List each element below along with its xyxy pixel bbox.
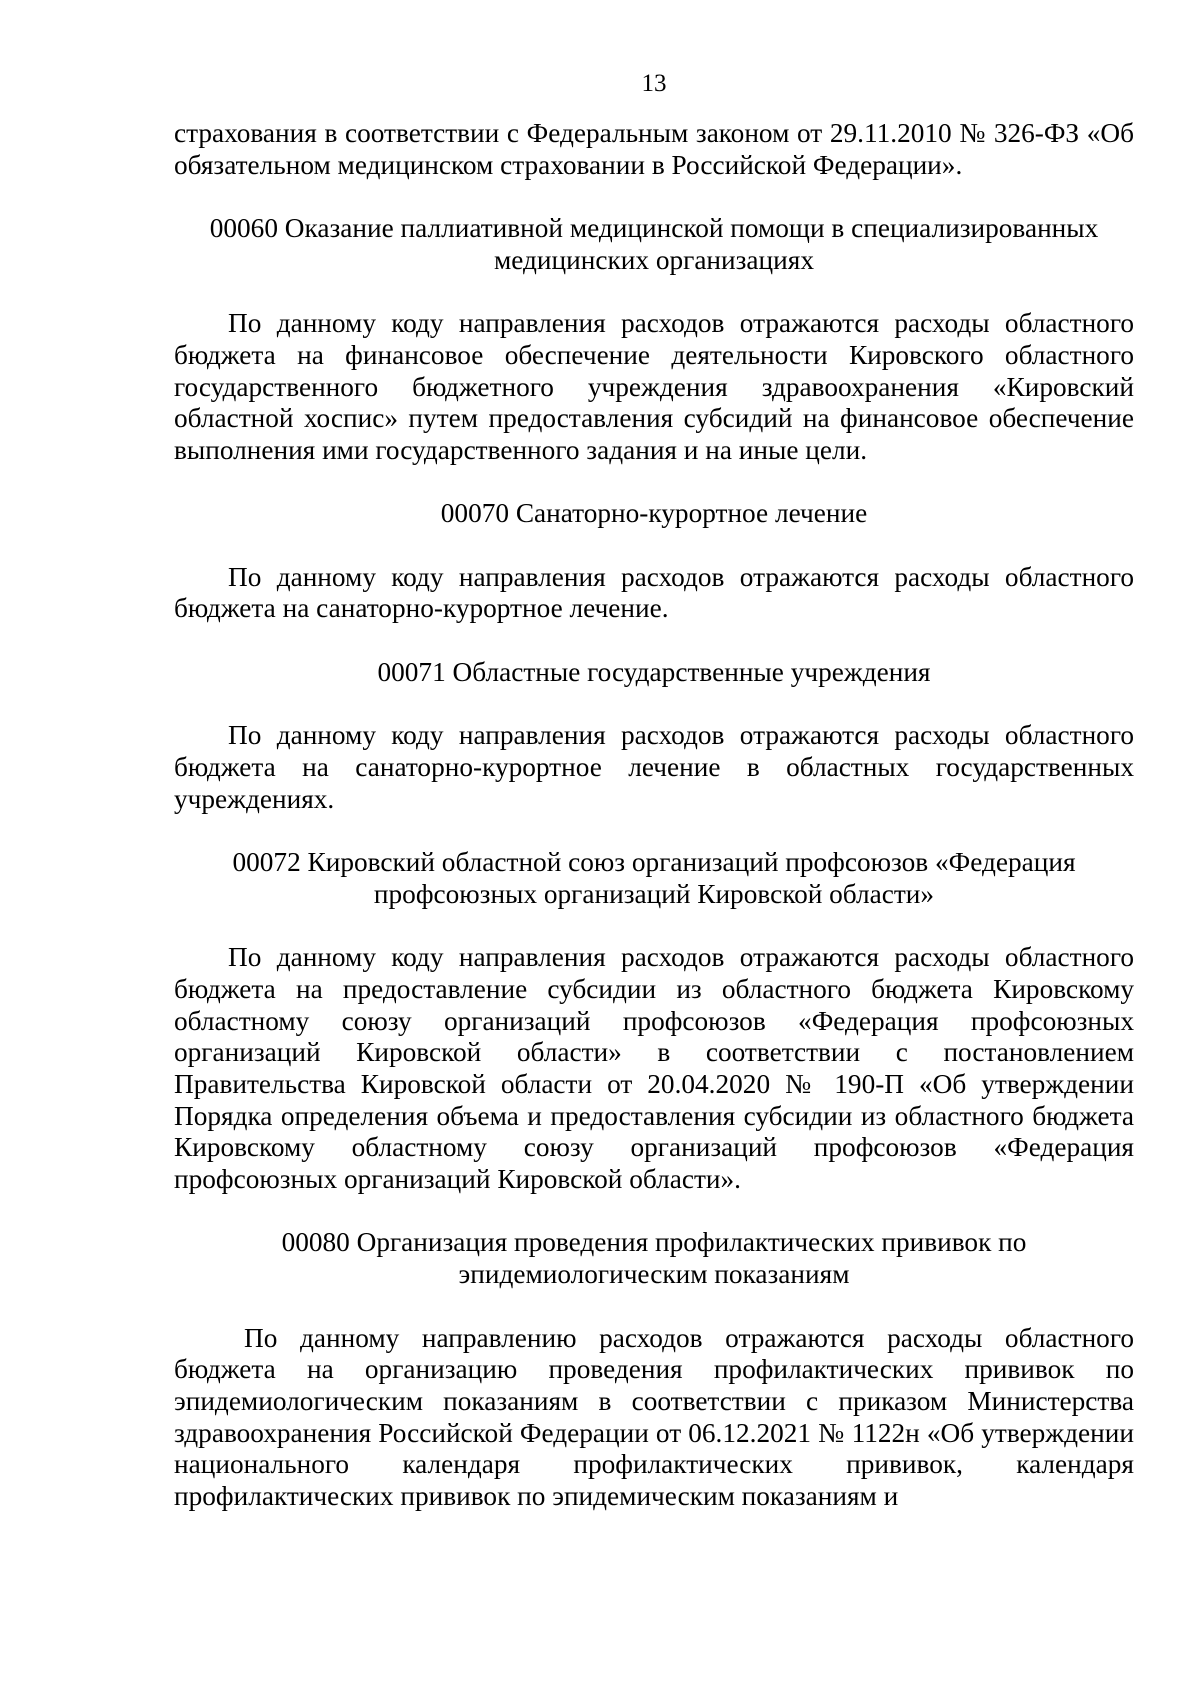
paragraph-00060: По данному коду направления расходов отражаются расходы областного бюджета на финансовое обеспечение деятельности Кировского областного государственного бюджетного учреждения здравоохранения «Кировский областной хоспис» путем предоставления субсидий на финансовое обеспечение выполнения ими государственного задания и на иные цели. [174, 308, 1134, 465]
spacer [174, 181, 1134, 213]
paragraph-00071: По данному коду направления расходов отражаются расходы областного бюджета на санаторно-курортное лечение в областных государственных учреждениях. [174, 720, 1134, 814]
heading-line: 00072 Кировский областной союз организаций профсоюзов «Федерация [232, 847, 1076, 878]
heading-line: эпидемиологическим показаниям [458, 1259, 850, 1290]
paragraph-continuation: страхования в соответствии с Федеральным законом от 29.11.2010 № 326-ФЗ «Об обязательном медицинском страховании в Российской Федерации». [174, 118, 1134, 180]
page-number: 13 [641, 70, 667, 97]
heading-line: медицинских организациях [494, 244, 814, 275]
spacer [174, 530, 1134, 562]
heading-line: 00071 Областные государственные учреждения [377, 656, 931, 687]
heading-line: 00080 Организация проведения профилактических прививок по [281, 1227, 1027, 1258]
heading-line: 00070 Санаторно-курортное лечение [440, 498, 868, 529]
paragraph-00070: По данному коду направления расходов отражаются расходы областного бюджета на санаторно-курортное лечение. [174, 561, 1134, 624]
section-heading-00071 [174, 657, 1134, 689]
document-body [174, 118, 1134, 1513]
spacer [174, 815, 1134, 847]
section-heading-00080 [174, 1227, 1134, 1290]
paragraph-00080: По данному направлению расходов отражаются расходы областного бюджета на организацию проведения профилактических прививок по эпидемиологическим показаниям в соответствии с приказом Министерства здравоохранения Российской Федерации от 06.12.2021 № 1122н «Об утверждении национального календаря профилактических прививок, календаря профилактических прививок по эпидемическим показаниям и [174, 1322, 1134, 1512]
spacer [174, 625, 1134, 657]
spacer [174, 1196, 1134, 1228]
section-heading-00070 [174, 498, 1134, 530]
spacer [174, 1291, 1134, 1323]
spacer [174, 689, 1134, 721]
heading-line: 00060 Оказание паллиативной медицинской помощи в специализированных [209, 213, 1099, 244]
paragraph-00072: По данному коду направления расходов отражаются расходы областного бюджета на предоставление субсидии из областного бюджета Кировскому областному союзу организаций профсоюзов «Федерация профсоюзных организаций Кировской области» в соответствии с постановлением Правительства Кировской области от 20.04.2020 № 190-П «Об утверждении Порядка определения объема и предоставления субсидии из областного бюджета Кировскому областному союзу организаций профсоюзов «Федерация профсоюзных организаций Кировской области». [174, 942, 1134, 1195]
spacer [174, 910, 1134, 942]
heading-line: профсоюзных организаций Кировской области» [373, 878, 935, 909]
section-heading-00072 [174, 847, 1134, 910]
spacer [174, 277, 1134, 309]
spacer [174, 467, 1134, 499]
section-heading-00060 [174, 213, 1134, 276]
